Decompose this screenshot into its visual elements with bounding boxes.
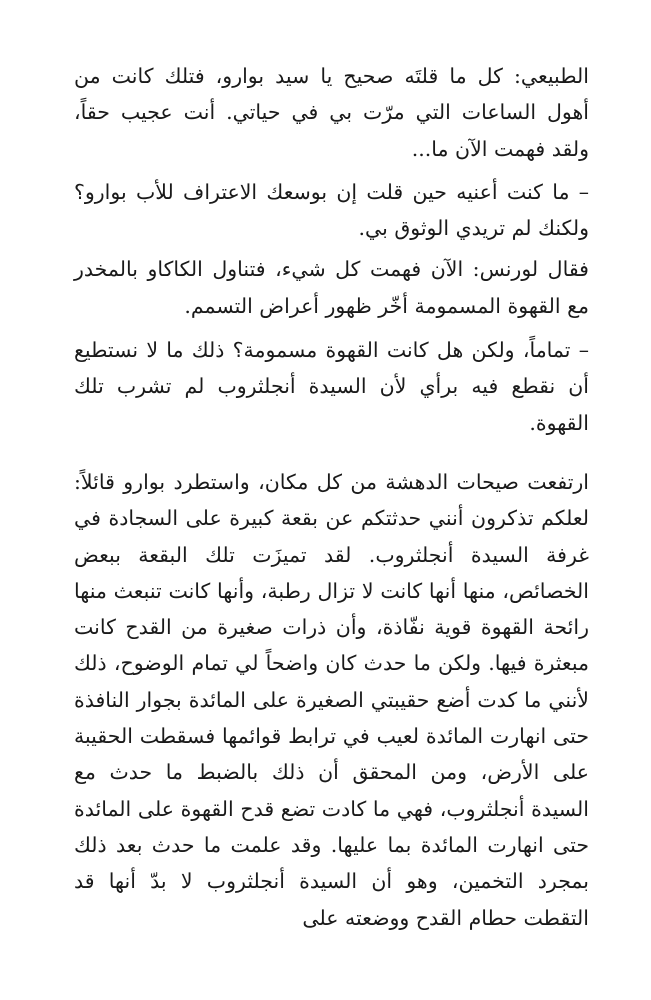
book-page-text	[74, 58, 589, 936]
paragraph-1: الطبيعي: كل ما قلتَه صحيح يا سيد بوارو، فتلك كانت من أهول الساعات التي مرّت بي في حياتي. أنت عجيب حقاً، ولقد فهمت الآن ما...	[74, 64, 589, 161]
paragraph-3: فقال لورنس: الآن فهمت كل شيء، فتناول الكاكاو بالمخدر مع القهوة المسمومة أخّر ظهور أعراض التسمم.	[74, 257, 589, 318]
paragraph-5: ارتفعت صيحات الدهشة من كل مكان، واستطرد بوارو قائلاً: لعلكم تذكرون أنني حدثتكم عن بقعة كبيرة على السجادة في غرفة السيدة أنجلثروب. لقد تميزَت تلك البقعة ببعض الخصائص، منها أنها كانت لا تزال رطبة، وأنها كانت تنبعث منها رائحة القهوة قوية نفّاذة، وأن ذرات صغيرة من القدح كانت مبعثرة فيها. ولكن ما حدث كان واضحاً لي تمام الوضوح، ذلك لأنني ما كدت أضع حقيبتي الصغيرة على المائدة بجوار النافذة حتى انهارت المائدة لعيب في ترابط قوائمها فسقطت الحقيبة على الأرض، ومن المحقق أن ذلك بالضبط ما حدث مع السيدة أنجلثروب، فهي ما كادت تضع قدح القهوة على المائدة حتى انهارت المائدة بما عليها. وقد علمت ما حدث بعد ذلك بمجرد التخمين، وهو أن السيدة أنجلثروب لا بدّ أنها قد التقطت حطام القدح ووضعته على	[74, 469, 589, 930]
paragraph-2: – ما كنت أعنيه حين قلت إن بوسعك الاعتراف للأب بوارو؟ ولكنك لم تريدي الوثوق بي.	[74, 179, 589, 241]
paragraph-4: – تماماً، ولكن هل كانت القهوة مسمومة؟ ذلك ما لا نستطيع أن نقطع فيه برأي لأن السيدة أنجلثروب لم تشرب تلك القهوة.	[74, 338, 589, 435]
